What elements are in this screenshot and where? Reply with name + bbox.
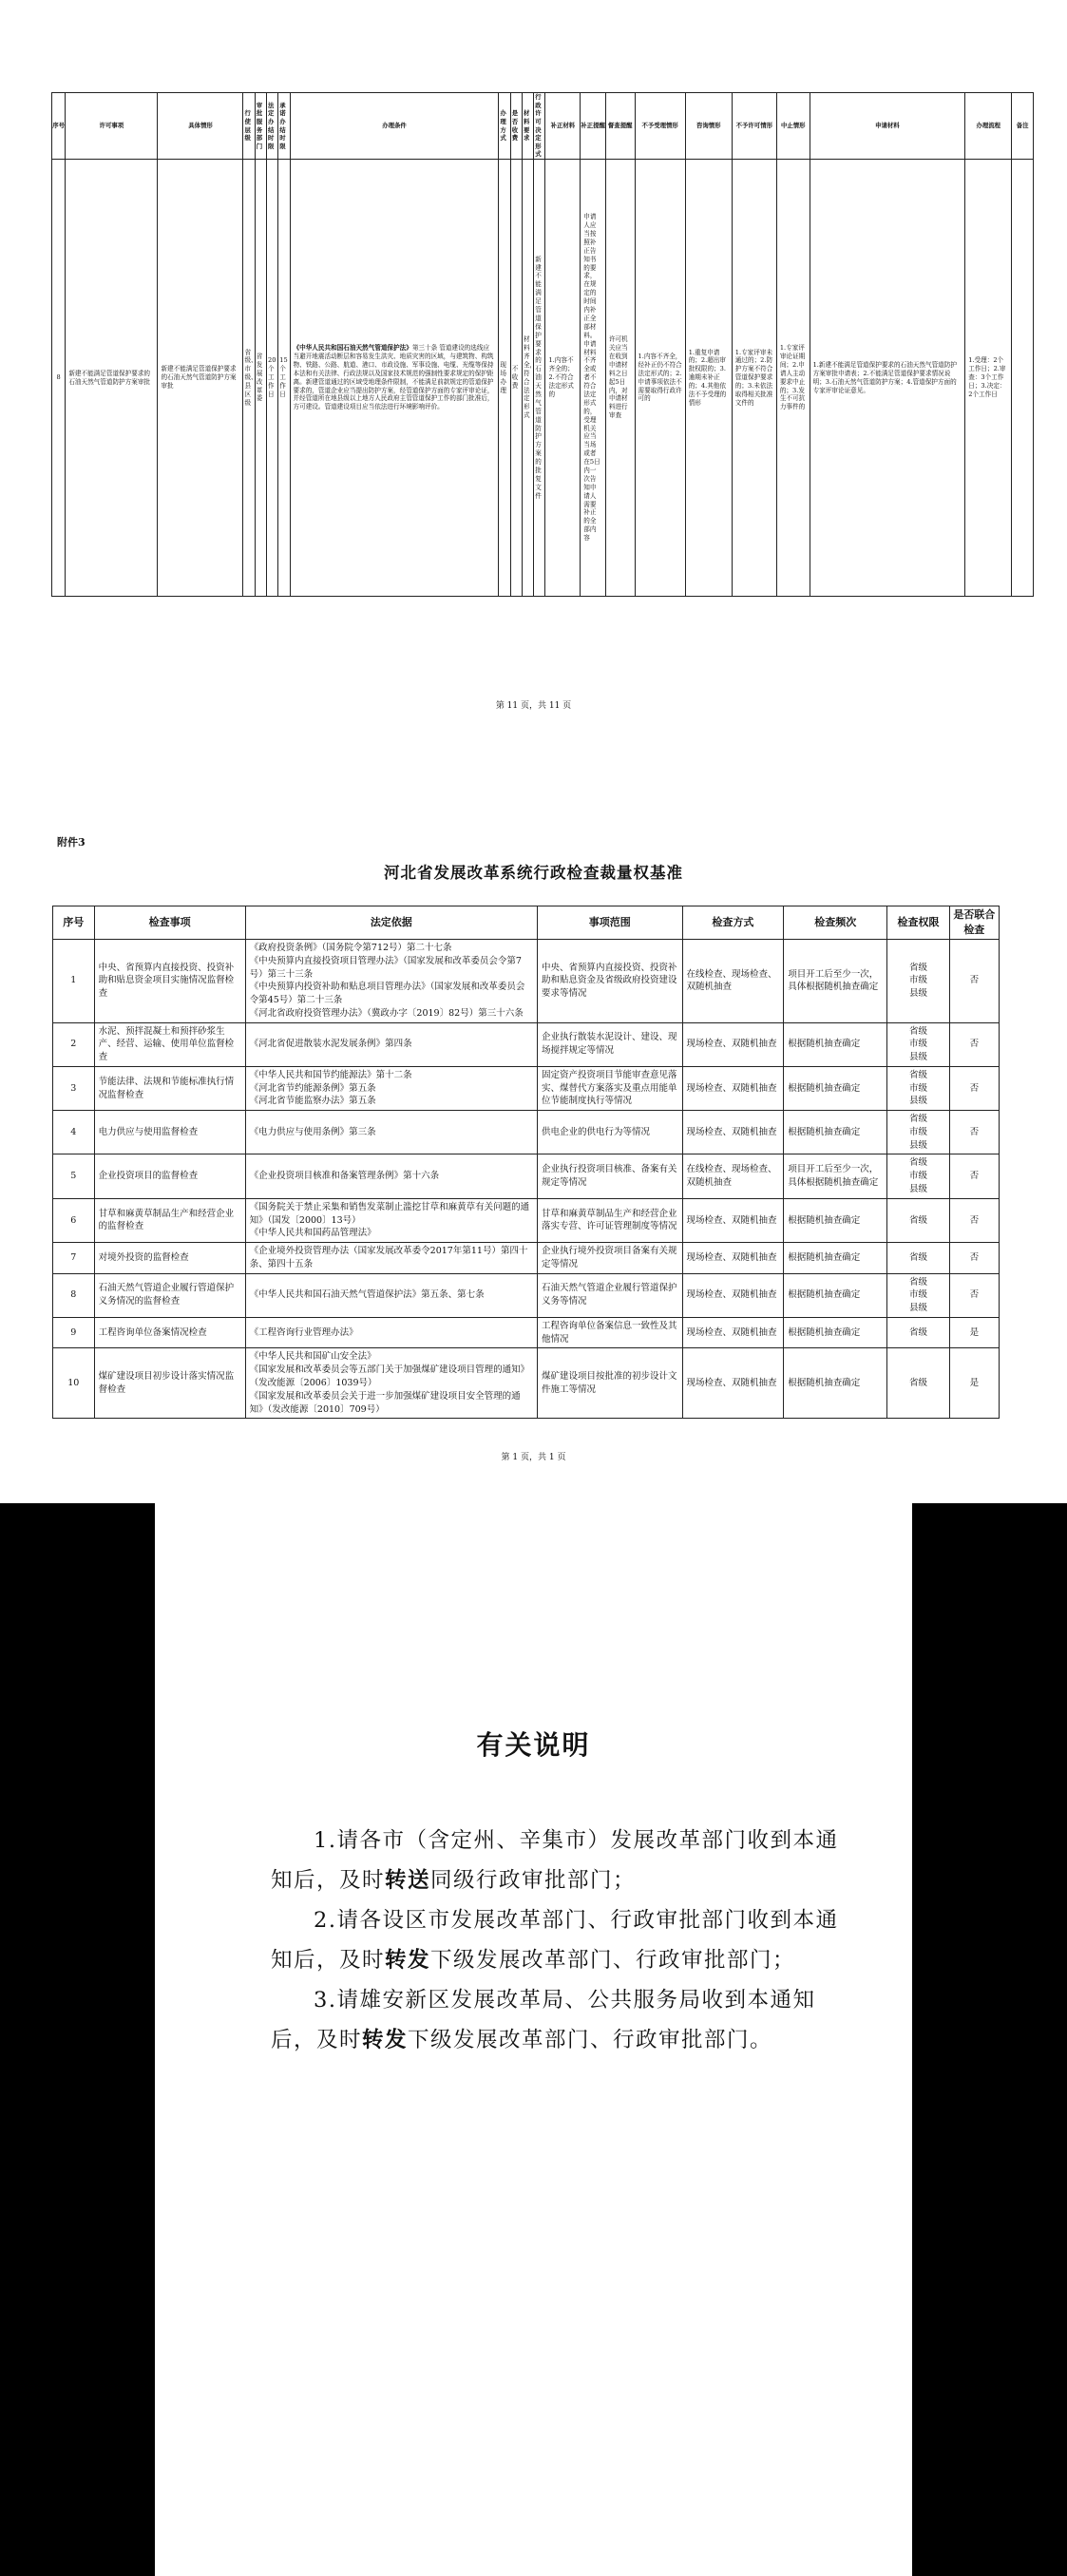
attachment-label: 附件3 [57, 836, 86, 849]
notes-paragraph-2: 2.请各设区市发展改革部门、行政审批部门收到本通知后，及时转发下级发展改革部门、行政审批部门； [271, 1908, 839, 1973]
header-cell: 具体情形 [158, 93, 243, 160]
notes-title: 有关说明 [476, 1729, 591, 1761]
permit-table-header [52, 93, 1034, 160]
item-scope: 甘草和麻黄草制品生产和经营企业落实专营、许可证管理制度等情况 [537, 1198, 682, 1242]
joint-inspection: 否 [949, 1022, 999, 1066]
page-number: 第 11 页，共 11 页 [495, 701, 572, 711]
inspection-frequency: 项目开工后至少一次，具体根据随机抽查确定 [784, 1154, 887, 1198]
table-row [53, 1066, 1000, 1110]
legal-basis: 《企业境外投资管理办法（国家发展改革委令2017年第11号）第四十条、第四十五条 [245, 1243, 537, 1274]
inspection-method: 现场检查、双随机抽查 [682, 1243, 784, 1274]
approval-dept: 省发展改革委 [255, 160, 266, 597]
legal-basis: 《国务院关于禁止采集和销售发菜制止滥挖甘草和麻黄草有关问题的通知》（国发〔2000〕13号） 《中华人民共和国药品管理法》 [245, 1198, 537, 1242]
row-number: 8 [52, 160, 66, 597]
item-scope: 固定资产投资项目节能审查意见落实、煤替代方案落实及重点用能单位节能制度执行等情况 [537, 1066, 682, 1110]
promise-time-limit: 15个工作日 [278, 160, 290, 597]
inspection-table [52, 906, 1000, 1419]
item-scope: 工程咨询单位备案信息一致性及其他情况 [537, 1317, 682, 1348]
table-row [53, 1317, 1000, 1348]
row-number: 1 [53, 940, 95, 1023]
header-cell: 行使层级 [243, 93, 255, 160]
header-cell: 审批服务部门 [255, 93, 266, 160]
inspection-authority: 省级 市级 县级 [887, 1111, 949, 1154]
correction-materials: 1.内容不齐全的；2.不符合法定形式的 [545, 160, 581, 597]
inspection-frequency: 根据随机抽查确定 [784, 1066, 887, 1110]
table-row [53, 940, 1000, 1023]
table-row [53, 1243, 1000, 1274]
table-row [53, 1348, 1000, 1419]
permit-item: 新建不能满足管道保护要求的石油天然气管道防护方案审批 [66, 160, 158, 597]
inspection-item: 节能法律、法规和节能标准执行情况监督检查 [94, 1066, 245, 1110]
row-number: 2 [53, 1022, 95, 1066]
condition-text: 第三十条 管道建设的选线应当避开地震活动断层和容易发生洪灾、地质灾害的区域，与建筑物、构筑物、铁路、公路、航道、港口、市政设施、军事设施、电缆、光缆等保持本法和有关法律、行政法规以及国家技术规范的强制性要求规定的保护距离。新建管道通过的区域受地理条件限制，不能满足前款规定的管道保护要求的，管道企业应当提出防护方案，经管道保护方面的专家评审论证，并经管道所在地县级以上地方人民政府主管管道保护工作的部门批准后，方可建设。管道建设项目应当依法进行环境影响评价。 [293, 344, 494, 411]
joint-inspection: 否 [949, 940, 999, 1023]
header-cell: 行政许可决定形式 [534, 93, 545, 160]
inspection-item: 工程咨询单位备案情况检查 [94, 1317, 245, 1348]
header-cell: 办理条件 [290, 93, 499, 160]
supervision-reminder: 许可机关应当在收到申请材料之日起5日内，对申请材料进行审查 [605, 160, 635, 597]
inspection-frequency: 根据随机抽查确定 [784, 1243, 887, 1274]
joint-inspection: 否 [949, 1066, 999, 1110]
handling-flow: 1.受理：2个工作日；2.审查：3个工作日；3.决定：2个工作日 [965, 160, 1012, 597]
header-cell: 是否收费 [510, 93, 522, 160]
inspection-table-header [53, 906, 1000, 940]
joint-inspection: 是 [949, 1317, 999, 1348]
inspection-authority: 省级 市级 县级 [887, 1154, 949, 1198]
inspection-method: 现场检查、双随机抽查 [682, 1111, 784, 1154]
header-cell: 备注 [1012, 93, 1034, 160]
inspection-frequency: 项目开工后至少一次，具体根据随机抽查确定 [784, 940, 887, 1023]
row-number: 8 [53, 1273, 95, 1317]
item-scope: 企业执行散装水泥设计、建设、现场搅拌规定等情况 [537, 1022, 682, 1066]
application-materials: 1.新建不能满足管道保护要求的石油天然气管道防护方案审批申请表；2.不能满足管道保护要求情况说明；3.石油天然气管道防护方案；4.管道保护方面的专家评审论证意见。 [810, 160, 965, 597]
header-cell: 检查权限 [887, 906, 949, 940]
inspection-frequency: 根据随机抽查确定 [784, 1273, 887, 1317]
notes-paragraph-1: 1.请各市（含定州、辛集市）发展改革部门收到本通知后，及时转送同级行政审批部门； [271, 1828, 839, 1893]
row-number: 3 [53, 1066, 95, 1110]
header-cell: 补正提醒 [581, 93, 606, 160]
inspection-authority: 省级 市级 县级 [887, 1066, 949, 1110]
inspection-authority: 省级 [887, 1348, 949, 1419]
header-cell: 检查频次 [784, 906, 887, 940]
consult-cases: 1.重复申请的；2.超出审批权限的；3.逾期未补正的；4.其他依法不予受理的情形 [685, 160, 732, 597]
inspection-item: 企业投资项目的监督检查 [94, 1154, 245, 1198]
inspection-frequency: 根据随机抽查确定 [784, 1348, 887, 1419]
inspection-method: 现场检查、双随机抽查 [682, 1198, 784, 1242]
item-scope: 企业执行境外投资项目备案有关规定等情况 [537, 1243, 682, 1274]
header-cell: 申请材料 [810, 93, 965, 160]
row-number: 4 [53, 1111, 95, 1154]
header-cell: 不予许可情形 [732, 93, 776, 160]
inspection-authority: 省级 市级 县级 [887, 1022, 949, 1066]
remark [1012, 160, 1034, 597]
inspection-method: 在线检查、现场检查、双随机抽查 [682, 1154, 784, 1198]
row-number: 9 [53, 1317, 95, 1348]
header-cell: 序号 [52, 93, 66, 160]
header-cell: 事项范围 [537, 906, 682, 940]
permit-case: 新建不能满足管道保护要求的石油天然气管道防护方案审批 [158, 160, 243, 597]
inspection-item: 对境外投资的监督检查 [94, 1243, 245, 1274]
inspection-authority: 省级 [887, 1198, 949, 1242]
joint-inspection: 否 [949, 1273, 999, 1317]
fee-status: 不收费 [510, 160, 522, 597]
header-cell: 咨询情形 [685, 93, 732, 160]
suspend-cases: 1.专家评审论证期间；2.申请人主动要求中止的；3.发生不可抗力事件的 [776, 160, 810, 597]
joint-inspection: 否 [949, 1243, 999, 1274]
inspection-method: 现场检查、双随机抽查 [682, 1348, 784, 1419]
header-cell: 中止情形 [776, 93, 810, 160]
header-cell: 督查提醒 [605, 93, 635, 160]
correction-reminder: 申请人应当按照补正告知书的要求，在规定的时间内补正全部材料。申请材料不齐全或者不符合法定形式的，受理机关应当当场或者在5日内一次告知申请人需要补正的全部内容 [581, 160, 606, 597]
handling-mode: 现场办理 [499, 160, 510, 597]
header-cell: 序号 [53, 906, 95, 940]
legal-basis: 《工程咨询行业管理办法》 [245, 1317, 537, 1348]
page-number: 第 1 页，共 1 页 [501, 1453, 566, 1462]
inspection-method: 现场检查、双随机抽查 [682, 1066, 784, 1110]
item-scope: 企业执行投资项目核准、备案有关规定等情况 [537, 1154, 682, 1198]
inspection-authority: 省级 市级 县级 [887, 940, 949, 1023]
inspection-item: 甘草和麻黄草制品生产和经营企业的监督检查 [94, 1198, 245, 1242]
condition-law-name: 《中华人民共和国石油天然气管道保护法》 [293, 344, 412, 353]
legal-basis: 《企业投资项目核准和备案管理条例》第十六条 [245, 1154, 537, 1198]
legal-basis: 《河北省促进散装水泥发展条例》第四条 [245, 1022, 537, 1066]
joint-inspection: 否 [949, 1198, 999, 1242]
table-row [53, 1022, 1000, 1066]
permit-table [51, 92, 1034, 597]
header-cell: 不予受理情形 [635, 93, 685, 160]
table-row [53, 1198, 1000, 1242]
header-cell: 补正材料 [545, 93, 581, 160]
row-number: 7 [53, 1243, 95, 1274]
inspection-item: 煤矿建设项目初步设计落实情况监督检查 [94, 1348, 245, 1419]
table-row [53, 1154, 1000, 1198]
inspection-frequency: 根据随机抽查确定 [784, 1111, 887, 1154]
legal-basis: 《中华人民共和国石油天然气管道保护法》第五条、第七条 [245, 1273, 537, 1317]
material-requirement: 材料齐全，符合法定形式 [522, 160, 533, 597]
inspection-authority: 省级 [887, 1317, 949, 1348]
header-cell: 检查方式 [682, 906, 784, 940]
inspection-method: 现场检查、双随机抽查 [682, 1317, 784, 1348]
header-cell: 法定办结时限 [267, 93, 278, 160]
row-number: 10 [53, 1348, 95, 1419]
handling-conditions [290, 160, 499, 597]
table-row [53, 1111, 1000, 1154]
item-scope: 石油天然气管道企业履行管道保护义务等情况 [537, 1273, 682, 1317]
inspection-authority: 省级 市级 县级 [887, 1273, 949, 1317]
decision-form: 新建不能满足管道保护要求的石油天然气管道防护方案的批复文件 [534, 160, 545, 597]
inspection-authority: 省级 [887, 1243, 949, 1274]
header-cell: 材料要求 [522, 93, 533, 160]
inspection-item: 电力供应与使用监督检查 [94, 1111, 245, 1154]
reject-accept-cases: 1.内容不齐全，经补正仍不符合法定形式的；2.申请事项依法不需要取得行政许可的 [635, 160, 685, 597]
table-row [53, 1273, 1000, 1317]
header-cell: 办理流程 [965, 93, 1012, 160]
legal-basis: 《政府投资条例》（国务院令第712号）第二十七条 《中央预算内直接投资项目管理办法》（国家发展和改革委员会令第7号）第三十三条 《中央预算内投资补助和贴息项目管理办法》（国家发展和改革委员会令第45号）第二十三条 《河北省政府投资管理办法》（冀政办字〔2019〕82号）第三十六条 [245, 940, 537, 1023]
item-scope: 煤矿建设项目按批准的初步设计文件施工等情况 [537, 1348, 682, 1419]
header-cell: 是否联合检查 [949, 906, 999, 940]
legal-basis: 《中华人民共和国节约能源法》第十二条 《河北省节约能源条例》第五条 《河北省节能监察办法》第五条 [245, 1066, 537, 1110]
legal-basis: 《中华人民共和国矿山安全法》 《国家发展和改革委员会等五部门关于加强煤矿建设项目管理的通知》（发改能源〔2006〕1039号） 《国家发展和改革委员会关于进一步加强煤矿建设项目安全管理的通知》（发改能源〔2010〕709号） [245, 1348, 537, 1419]
row-number: 5 [53, 1154, 95, 1198]
reject-permit-cases: 1.专家评审未通过的；2.防护方案不符合管道保护要求的；3.未依法取得相关批准文件的 [732, 160, 776, 597]
inspection-method: 现场检查、双随机抽查 [682, 1022, 784, 1066]
table-row [52, 160, 1034, 597]
inspection-method: 现场检查、双随机抽查 [682, 1273, 784, 1317]
inspection-frequency: 根据随机抽查确定 [784, 1198, 887, 1242]
inspection-method: 在线检查、现场检查、双随机抽查 [682, 940, 784, 1023]
exercise-level: 省级、市级、县区级 [243, 160, 255, 597]
joint-inspection: 否 [949, 1154, 999, 1198]
inspection-item: 石油天然气管道企业履行管道保护义务情况的监督检查 [94, 1273, 245, 1317]
inspection-item: 水泥、预拌混凝土和预拌砂浆生产、经营、运输、使用单位监督检查 [94, 1022, 245, 1066]
legal-time-limit: 20个工作日 [267, 160, 278, 597]
row-number: 6 [53, 1198, 95, 1242]
header-cell: 检查事项 [94, 906, 245, 940]
inspection-frequency: 根据随机抽查确定 [784, 1317, 887, 1348]
page-title: 河北省发展改革系统行政检查裁量权基准 [384, 864, 683, 882]
header-cell: 许可事项 [66, 93, 158, 160]
header-cell: 承诺办结时限 [278, 93, 290, 160]
joint-inspection: 否 [949, 1111, 999, 1154]
legal-basis: 《电力供应与使用条例》第三条 [245, 1111, 537, 1154]
notes-paragraph-3: 3.请雄安新区发展改革局、公共服务局收到本通知后，及时转发下级发展改革部门、行政审批部门。 [271, 1988, 816, 2052]
header-cell: 法定依据 [245, 906, 537, 940]
joint-inspection: 是 [949, 1348, 999, 1419]
item-scope: 中央、省预算内直接投资、投资补助和贴息资金及省级政府投资建设要求等情况 [537, 940, 682, 1023]
item-scope: 供电企业的供电行为等情况 [537, 1111, 682, 1154]
inspection-item: 中央、省预算内直接投资、投资补助和贴息资金项目实施情况监督检查 [94, 940, 245, 1023]
header-cell: 办理方式 [499, 93, 510, 160]
inspection-frequency: 根据随机抽查确定 [784, 1022, 887, 1066]
